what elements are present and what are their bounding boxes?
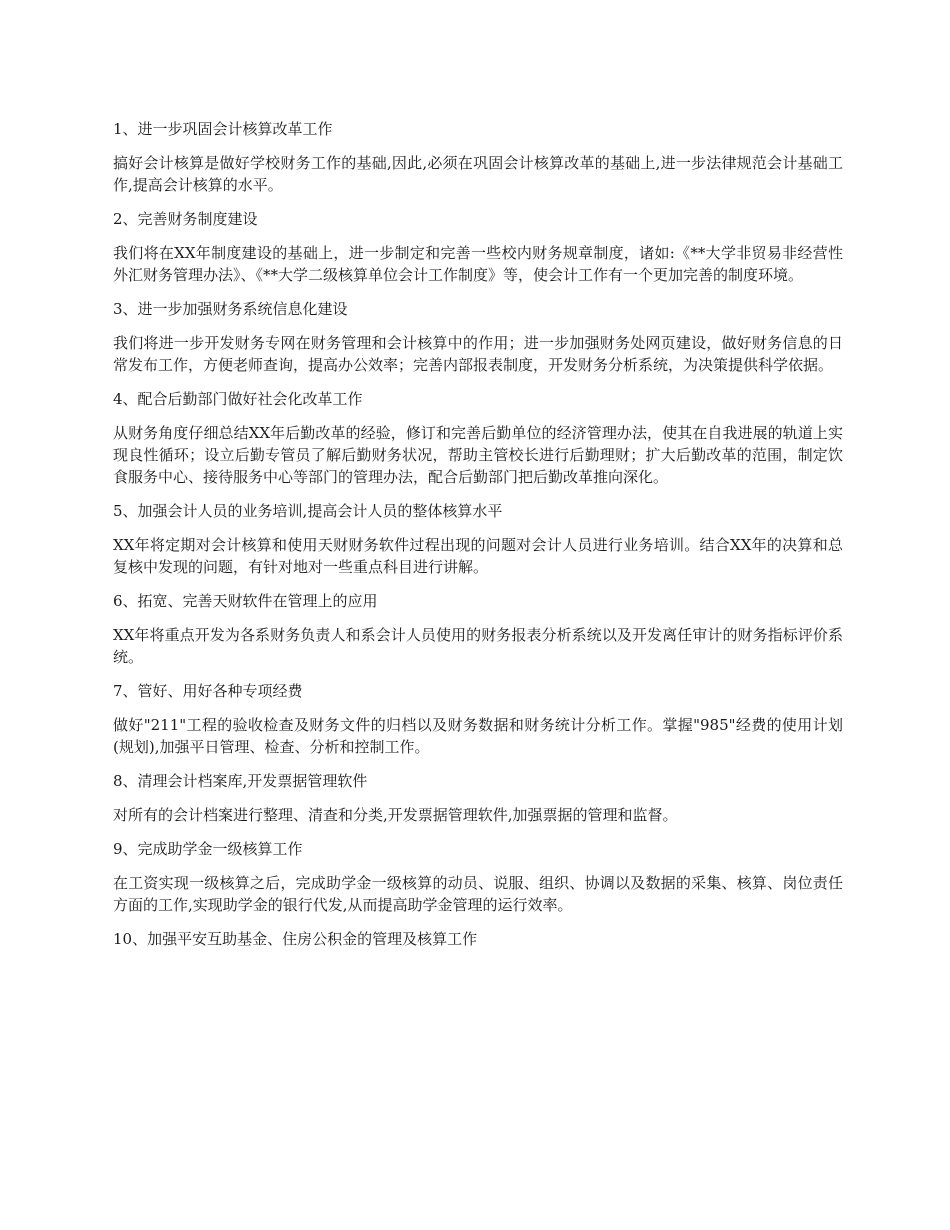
section-8-body: 对所有的会计档案进行整理、清查和分类,开发票据管理软件,加强票据的管理和监督。 <box>113 806 678 824</box>
section-6-body: XX年将重点开发为各系财务负责人和系会计人员使用的财务报表分析系统以及开发离任审计的财务指标评价系统。 <box>113 626 843 666</box>
section-10-heading: 10、加强平安互助基金、住房公积金的管理及核算工作 <box>113 930 478 948</box>
section-5-heading: 5、加强会计人员的业务培训,提高会计人员的整体核算水平 <box>113 502 503 520</box>
section-1-heading: 1、进一步巩固会计核算改革工作 <box>113 120 333 138</box>
section-3-heading: 3、进一步加强财务系统信息化建设 <box>113 300 348 318</box>
document-page <box>113 118 843 962</box>
section-5-body: XX年将定期对会计核算和使用天财财务软件过程出现的问题对会计人员进行业务培训。结合XX年的决算和总复核中发现的问题，有针对地对一些重点科目进行讲解。 <box>113 536 843 576</box>
section-7-heading: 7、管好、用好各种专项经费 <box>113 682 303 700</box>
section-3-body: 我们将进一步开发财务专网在财务管理和会计核算中的作用；进一步加强财务处网页建设，做好财务信息的日常发布工作，方便老师查询，提高办公效率；完善内部报表制度，开发财务分析系统，为决策提供科学依据。 <box>113 334 843 374</box>
section-7-body: 做好"211"工程的验收检查及财务文件的归档以及财务数据和财务统计分析工作。掌握"985"经费的使用计划(规划),加强平日管理、检查、分析和控制工作。 <box>113 716 843 756</box>
section-9-body: 在工资实现一级核算之后，完成助学金一级核算的动员、说服、组织、协调以及数据的采集、核算、岗位责任方面的工作,实现助学金的银行代发,从而提高助学金管理的运行效率。 <box>113 874 843 914</box>
section-2-body: 我们将在XX年制度建设的基础上，进一步制定和完善一些校内财务规章制度，诸如:《**大学非贸易非经营性外汇财务管理办法》、《**大学二级核算单位会计工作制度》等，使会计工作有一个更加完善的制度环境。 <box>113 244 843 284</box>
section-4-heading: 4、配合后勤部门做好社会化改革工作 <box>113 390 363 408</box>
section-2-heading: 2、完善财务制度建设 <box>113 210 258 228</box>
section-1-body: 搞好会计核算是做好学校财务工作的基础,因此,必须在巩固会计核算改革的基础上,进一步法律规范会计基础工作,提高会计核算的水平。 <box>113 154 843 194</box>
section-9-heading: 9、完成助学金一级核算工作 <box>113 840 303 858</box>
section-8-heading: 8、清理会计档案库,开发票据管理软件 <box>113 772 368 790</box>
section-6-heading: 6、拓宽、完善天财软件在管理上的应用 <box>113 592 378 610</box>
section-4-body: 从财务角度仔细总结XX年后勤改革的经验，修订和完善后勤单位的经济管理办法，使其在自我进展的轨道上实现良性循环；设立后勤专管员了解后勤财务状况，帮助主管校长进行后勤理财；扩大后勤改革的范围，制定饮食服务中心、接待服务中心等部门的管理办法，配合后勤部门把后勤改革推向深化。 <box>113 424 843 486</box>
